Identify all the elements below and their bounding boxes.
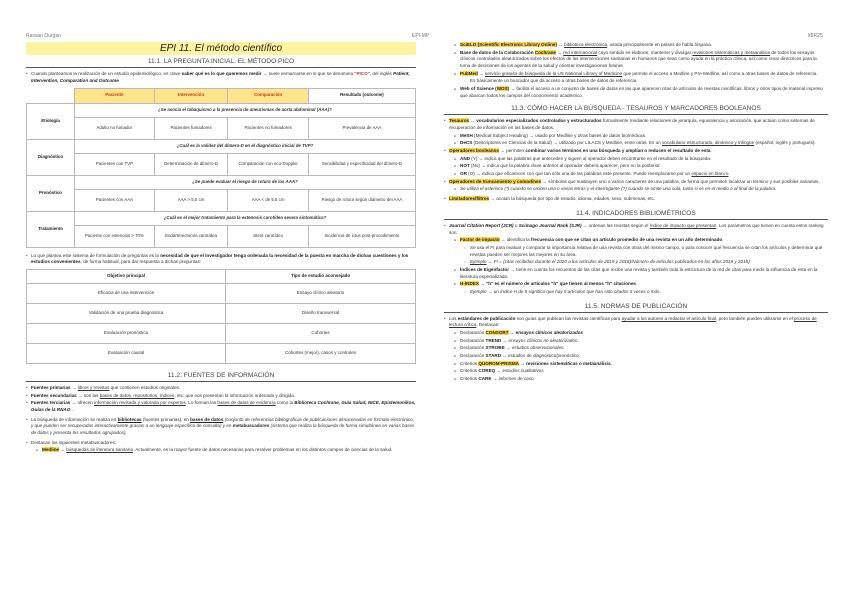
pico-cell: Endarterectomía carotídea <box>154 225 228 247</box>
header-center: EPI-MP <box>412 33 430 39</box>
pico-cell: Adulto no fumador <box>75 117 155 139</box>
header-author: Rassan Ourgan <box>26 33 62 39</box>
pico-question: ¿Cuál es el mejor tratamiento para la estenosis carotídea severa sintomática? <box>75 211 416 225</box>
list-item: ● Medline → búsquedas de literatura sanitaria. Actualmente, es la mayor fuente de datos necesarios para resolver problemas en los distintos campos de ciencias de la salud. <box>36 447 416 454</box>
section-title-11-4: 11.4. INDICADORES BIBLIOMÉTRICOS <box>444 210 828 220</box>
table-row: Evaluación causal Cohortes (mejor), casos y controles <box>27 343 416 363</box>
list-item: ○ Ejemplo → un índice H de 5 significa que hay 5 artículos que han sido citados 5 veces o más. <box>464 289 828 296</box>
list-item: ○ Se usa el FI para evaluar y comparar la importancia relativa de una revista con otras del mismo campo, o para conocer qué frecuencia se citan los artículos y determinar qué revistas pueden ser mejores las mejores en su área. <box>464 245 828 258</box>
pico-header-comparison: Comparación <box>228 88 309 103</box>
table-row: Eficacia de una intervención Ensayo clínico aleatorio <box>27 283 416 303</box>
pico-question: ¿Se asocia el tabaquismo a la presencia de aneurismas de aorta abdominal (AAA)? <box>75 103 416 117</box>
section-title-11-5: 11.5. NORMAS DE PUBLICACIÓN <box>444 303 828 313</box>
pico-row-label: Pronóstico <box>27 175 75 211</box>
section-title-11-2: 11.2. FUENTES DE INFORMACIÓN <box>26 372 416 382</box>
list-item: ● Factor de impacto → identifica la frecuencia con que se citan un artículo promedio de una revista en un año determinado. <box>454 237 828 244</box>
pico-cell: AAA > 5,5 cm <box>154 189 228 211</box>
table-row: Evaluación pronóstica Cohortes <box>27 323 416 343</box>
list-item: ● Declaración STROBE → estudios observacionales. <box>454 345 828 352</box>
list-item: • Tesauros → vocabularios especializados controlados y estructurados formalmente mediante relaciones de jerarquía, equivalencia y asociación, que actúan como sistemas de recuperación de información en las bases de datos. <box>444 118 828 131</box>
list-item: • Destacan los siguientes metabuscadores: <box>26 440 416 447</box>
list-item: ● Se utiliza el asterisco (*) cuando se omiten una o varias letras y el interrogante (?) cuando se omite una sola, tanto si es en el medio o al final de la palabra. <box>454 186 828 193</box>
section-title-11-3: 11.3. CÓMO HACER LA BÚSQUEDA - TESAUROS Y MARCADORES BOOLEANOS <box>444 105 828 115</box>
pico-row-label: Tratamiento <box>27 211 75 247</box>
list-item: ● Criterios COREQ → estudios cualitativos. <box>454 368 828 375</box>
pico-header-outcome: Resultado (outcome) <box>308 88 415 103</box>
pico-header-patient: Paciente <box>75 88 155 103</box>
list-item: ● Criterios CARE → informes de caso. <box>454 376 828 383</box>
pico-cell: Pacientes fumadores <box>154 117 228 139</box>
list-item: ● Base de datos de la Colaboración Cochrane → red internacional cuyo sentido es elaborar, mantener y divulgar revisiones sistemáticas y metaanálisis de todos los ensayos clínicos controlados aleatorizados sobre los efectos de las intervenciones sanitarias en humanos que sean como ayuda en la práctica clínica, así como crear directrices para la toma de decisiones de los agentes de la salud y orientar investigaciones futuras. <box>454 50 828 70</box>
pico-cell: Comparación con eco-Doppler <box>228 153 309 175</box>
pico-cell: Riesgo de rotura según diámetro del AAA <box>308 189 415 211</box>
pico-cell: Sensibilidad y especificidad del dímero-D <box>308 153 415 175</box>
pico-paragraph: • Lo que plantea este sistema de formulación de preguntas es la necesidad de que el investigador tenga ordenada la necesidad de la puesta en marcha de dichas cuestiones y los estudios convenientes, de forma habitual, para dar respuesta a dichas preguntas: <box>26 253 416 266</box>
table-row: Validación de una prueba diagnóstica Diseño transversal <box>27 303 416 323</box>
list-item: • Fuentes terciarias → ofrecen información revisada y valorada por expertos. Lo forman las bases de datos de evidencia como la Biblioteca Cochrane, Guía Salud, NICE, Epistemonikos, Guías de la RNAO... <box>26 400 416 413</box>
right-column <box>444 42 828 384</box>
section-title-11-1: 11.1. LA PREGUNTA INICIAL. EL MÉTODO PICO <box>26 58 416 68</box>
pico-question: ¿Cuál es la validez del dímero-D en el diagnóstico inicial de TVP? <box>75 139 416 153</box>
list-item: ○ Ejemplo → FI = (citas recibidas durante el 2020 a los artículos de 2019 y 2018)/Número de artículos publicados en los años 2019 y 2018) <box>464 259 828 266</box>
pico-cell: Pacientes con TVP <box>75 153 155 175</box>
pico-cell: Pacientes con AAA <box>75 189 155 211</box>
pico-intro: • Cuando planteamos la realización de un estudio epidemiológico, es clave saber qué es lo que queremos medir → suele enmarcarse en lo que se denomina "PICO", del inglés Patient, Intervention, Comparation and Outcome <box>26 71 416 84</box>
pico-cell: Pacientes no fumadores <box>228 117 309 139</box>
header-right: MIR25 <box>808 33 823 39</box>
pico-row-label: Etiología <box>27 103 75 139</box>
pico-cell: Incidencia de ictus post-procedimiento <box>308 225 415 247</box>
list-item: • Operadores de truncamiento y comodines → símbolos que sustituyen uno o varios caracteres de una palabra, de forma que permiten localizar un término y sus posibles variantes. <box>444 179 828 186</box>
pico-cell: Prevalencia de AAA <box>308 117 415 139</box>
list-item: ● OR (O) → indica que el/carecen con que tan sólo una de las palabras este presente. Puede reemplazarse por un espacio en blanco. <box>454 171 828 178</box>
list-item: • Journal Citation Report (JCR) o Scimago Journal Rank (SJR) → ordenan las revistas según el índice de impacto que presentan. Los parámetros que tienen en cuenta estos ranking son: <box>444 223 828 236</box>
list-item: ○ Es básicamente un buscador que da acceso a otras bases de datos de referencia. <box>464 78 828 85</box>
pico-cell: Determinación de dímero-D <box>154 153 228 175</box>
pico-cell: Stent carotídeo <box>228 225 309 247</box>
page-title: EPI 11. El método científico <box>26 42 416 55</box>
list-item: ● H-INDEX → "h" es el número de artículos "h" que tienen al menos "h" citaciones. <box>454 281 828 288</box>
study-table-header: Objetivo principal <box>27 269 226 283</box>
pico-cell: AAA < de 5,5 cm <box>228 189 309 211</box>
pico-cell: Paciente con estenosis > 70% <box>75 225 155 247</box>
study-table-header: Tipo de estudio aconsejado <box>226 269 416 283</box>
list-item: ● AND (Y) → indica que las palabras que anteceden y siguen al operador deben encontrarse en el resultado de la búsqueda. <box>454 156 828 163</box>
list-item: ● Declaración STARD → estudios de diagnóstico/pronóstico. <box>454 353 828 360</box>
pico-question: ¿Se puede evaluar el riesgo de rotura de los AAA? <box>75 175 416 189</box>
left-column <box>26 42 416 455</box>
list-item: ● Declaración CONSORT → ensayos clínicos aleatorizados <box>454 330 828 337</box>
list-item: • Fuentes primarias → libros y revistas que contienen estudios originales. <box>26 385 416 392</box>
study-type-table <box>26 269 416 364</box>
list-item: • Los estándares de publicación son guías que publican las revistas científicas para ayudar a los autores a redactar el artículo final, pero también pueden utilizarse en el proceso de lectura crítica. Destacan: <box>444 316 828 329</box>
list-item: ● Criterios QUOROM-PRISMA → revisiones sistemáticas o metaanálisis. <box>454 361 828 368</box>
list-item: • Operadores booleanos → permiten combinar varios términos en una búsqueda y amplían o reducen el resultado de esta. <box>444 148 828 155</box>
pico-header-intervention: Intervención <box>154 88 228 103</box>
list-item: ● SciELO (Scientific Electronic Library Online) → biblioteca electrónica, usada principalmente en países de habla hispana. <box>454 42 828 49</box>
list-item: ● NOT (No) → indica que la palabra clave anterior al operador deberá aparecer, pero no la posterior. <box>454 163 828 170</box>
list-item: ● PubMed → servicio gratuito de búsqueda de la US National Library of Medicine que permite el acceso a Medline y Pre-Medline, así como a otras bases de datos de referencia. <box>454 71 828 78</box>
list-item: • Fuentes secundarias → son las bases de datos, repositorios, índices, etc. que nos presentan la información ordenada y dirigida. <box>26 393 416 400</box>
pico-table <box>26 88 416 248</box>
list-item: ● Índices de Eigenfactor → tiene en cuenta los recuentos de las citas que recibe una revista y también toda la estructura de la red de citas para medir la influencia de esta en la literatura especializada. <box>454 267 828 280</box>
list-item: • Limitadores/filtros → acotan la búsqueda por tipo de estudio, idioma, edades, sexo, submenas, etc. <box>444 196 828 203</box>
list-item: ● Web of Science (WOS) → facilita el acceso a un conjunto de bases de datos en las que aparecen citas de artículos de revistas científicas, libros y otros tipos de material impreso que abarcan todos los campos del conocimiento académico. <box>454 86 828 99</box>
list-item: ● MeSH (Medical Subject Heading) → usado por Medline y otras bases de datos biomédicas. <box>454 133 828 140</box>
list-item: ● DeCS (Descriptores en Ciencias de la Salud) → utilizado por LILACS y Medline, entre otras. Es un vocabulario estructurado, dinámico y trilingüe (español, inglés y portugués). <box>454 140 828 147</box>
list-item: ● Declaración TREND → ensayos clínicos no aleatorizados. <box>454 338 828 345</box>
pico-row-label: Diagnóstico <box>27 139 75 175</box>
list-item: • La búsqueda de información se realiza en bibliotecas (fuentes primarias), en bases de datos (conjunto de referencias bibliográficas de publicaciones almacenadas en formato electrónico, y que pueden ser recuperadas interactivamente gracias a un lenguaje específico de consulta) y en metabuscadores (sistema que realiza la búsqueda de forma simultánea en varias bases de datos y presenta los resultados agrupados). <box>26 417 416 437</box>
